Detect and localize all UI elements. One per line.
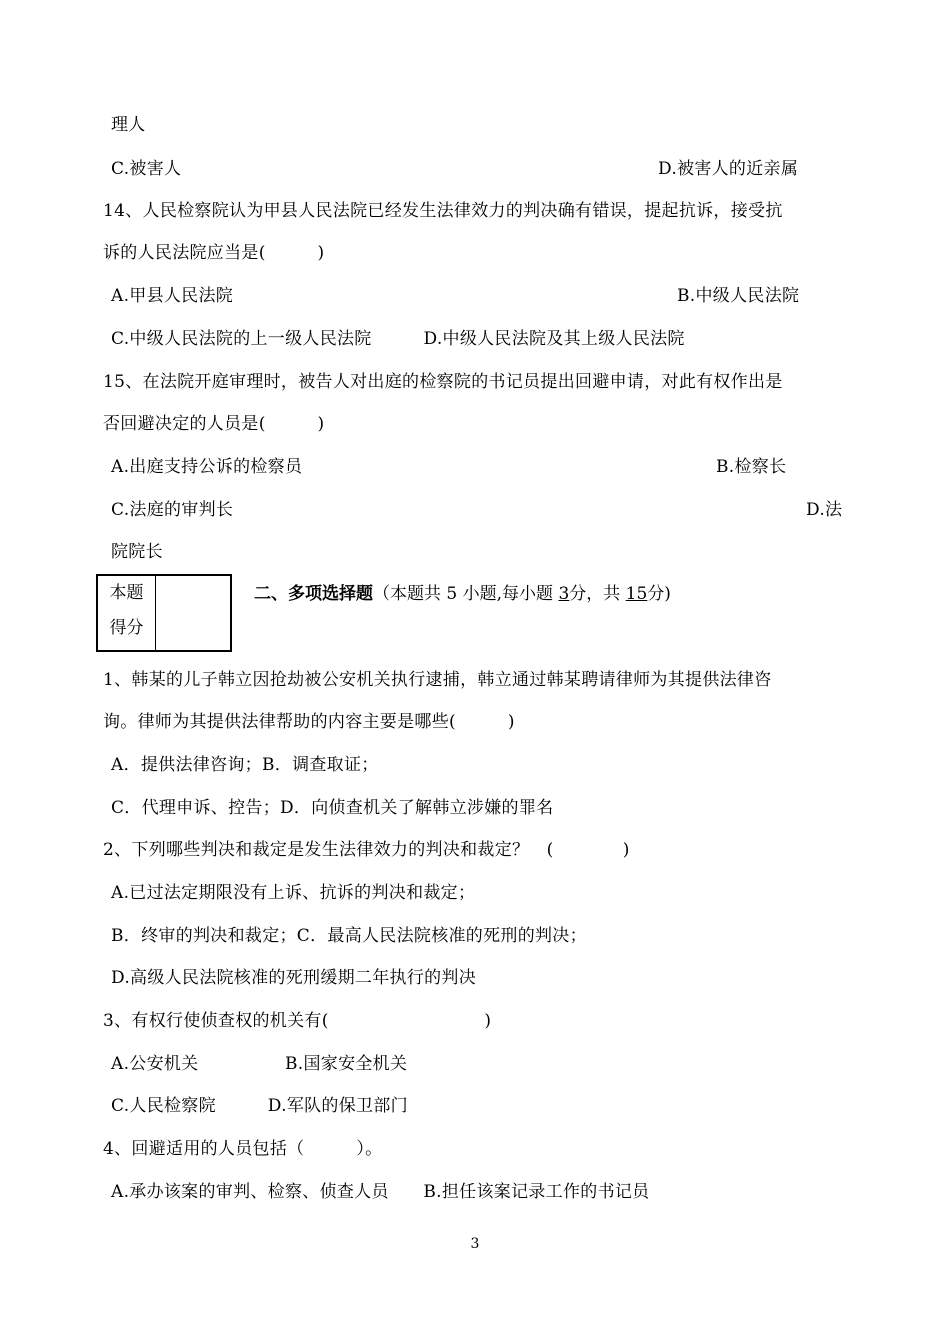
option-c: C.被害人 xyxy=(111,159,182,179)
option-cd: C.中级人民法院的上一级人民法院 D.中级人民法院及其上级人民法院 xyxy=(111,329,685,349)
score-label-line1: 本题 xyxy=(109,583,144,603)
option-d: D.法 xyxy=(806,500,843,520)
option-cd: C.人民检察院 D.军队的保卫部门 xyxy=(111,1096,408,1116)
mc-question-1-cont: 询。律师为其提供法律帮助的内容主要是哪些( ) xyxy=(103,712,515,732)
question-15-cont: 否回避决定的人员是( ) xyxy=(103,414,325,434)
option-ab: A.承办该案的审判、检察、侦查人员 B.担任该案记录工作的书记员 xyxy=(111,1182,650,1202)
mc-question-4: 4、回避适用的人员包括（ ）。 xyxy=(103,1139,383,1159)
score-box xyxy=(96,574,232,652)
option-ab: A．提供法律咨询；B．调查取证； xyxy=(111,755,379,775)
option-b: B.中级人民法院 xyxy=(677,286,800,306)
section-heading xyxy=(254,582,671,606)
option-bc: B．终审的判决和裁定；C．最高人民法院核准的死刑的判决； xyxy=(111,926,587,946)
option-cd: C．代理申诉、控告；D．向侦查机关了解韩立涉嫌的罪名 xyxy=(111,798,554,818)
option-d: D.被害人的近亲属 xyxy=(658,159,799,179)
question-14: 14、人民检察院认为甲县人民法院已经发生法律效力的判决确有错误，提起抗诉，接受抗 xyxy=(103,201,783,221)
score-label-line2: 得分 xyxy=(109,618,144,638)
section-desc-post: 分) xyxy=(647,584,671,604)
total-score: 15 xyxy=(625,584,648,604)
mc-question-1: 1、韩某的儿子韩立因抢劫被公安机关执行逮捕，韩立通过韩某聘请律师为其提供法律咨 xyxy=(103,670,772,690)
section-desc-mid: 分，共 xyxy=(569,584,626,604)
option-ab: A.公安机关 B.国家安全机关 xyxy=(111,1054,408,1074)
option-a: A.出庭支持公诉的检察员 xyxy=(111,457,303,477)
option-d: D.高级人民法院核准的死刑缓期二年执行的判决 xyxy=(111,968,477,988)
mc-question-2: 2、下列哪些判决和裁定是发生法律效力的判决和裁定？ ( ) xyxy=(103,840,630,860)
option-c: C.法庭的审判长 xyxy=(111,500,234,520)
mc-question-3: 3、有权行使侦查权的机关有( ) xyxy=(103,1011,492,1031)
option-a: A.已过法定期限没有上诉、抗诉的判决和裁定； xyxy=(111,883,476,903)
section-desc: （本题共 5 小题,每小题 xyxy=(373,584,559,604)
page-number: 3 xyxy=(470,1236,480,1252)
section-title: 二、多项选择题 xyxy=(254,584,373,604)
option-a: A.甲县人民法院 xyxy=(111,286,234,306)
option-b: B.检察长 xyxy=(716,457,787,477)
text-line: 理人 xyxy=(111,115,146,135)
question-15: 15、在法院开庭审理时，被告人对出庭的检察院的书记员提出回避申请，对此有权作出是 xyxy=(103,372,783,392)
question-14-cont: 诉的人民法院应当是( ) xyxy=(103,243,325,263)
option-d-cont: 院院长 xyxy=(111,542,163,562)
score-label xyxy=(98,576,156,650)
per-score: 3 xyxy=(558,584,570,604)
